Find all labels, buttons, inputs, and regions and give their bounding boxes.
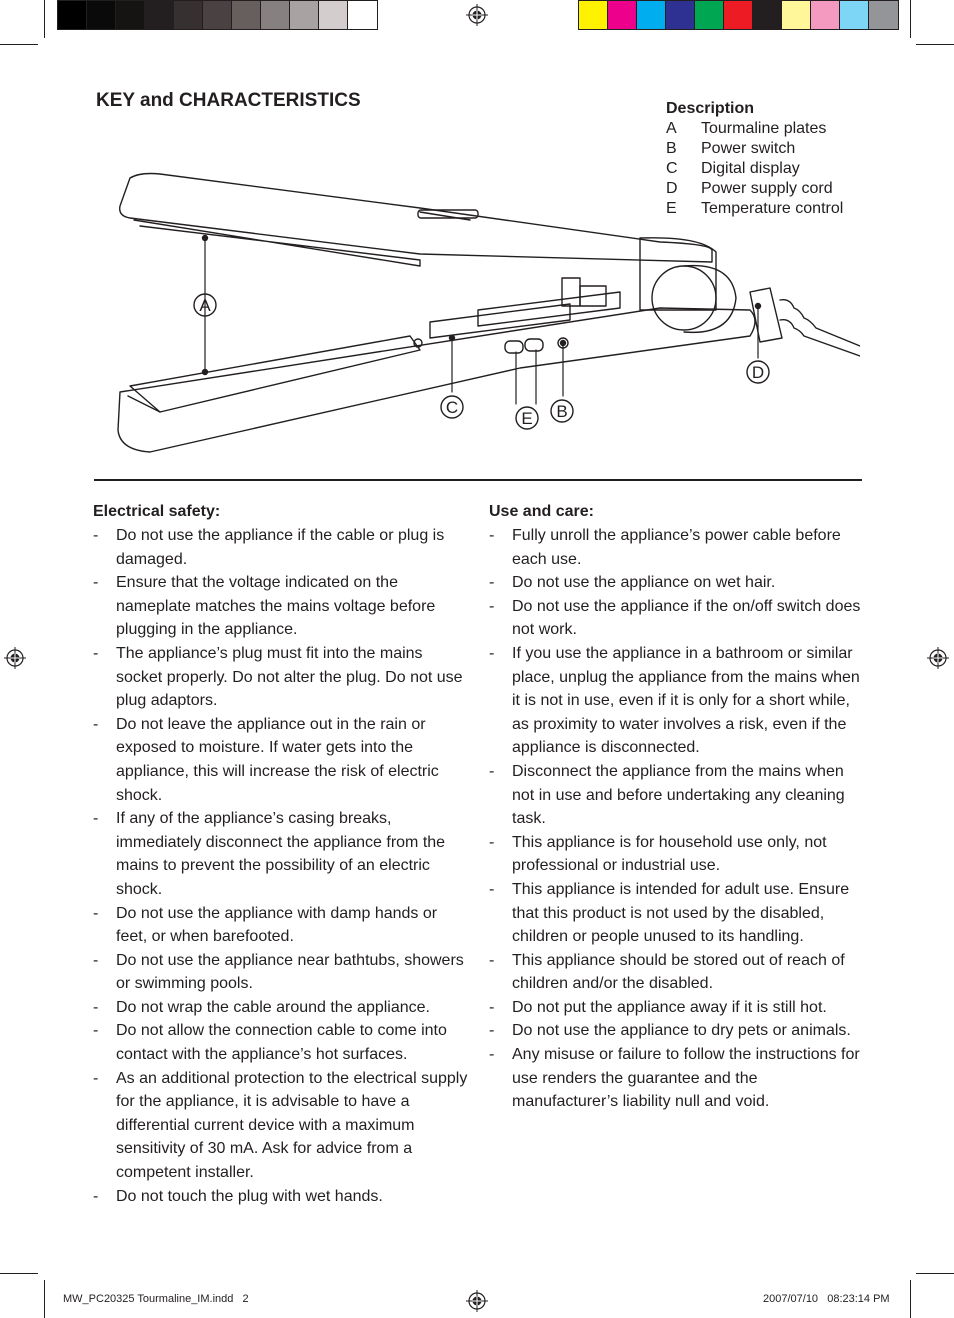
- color-swatch: [724, 1, 753, 29]
- list-item: - Disconnect the appliance from the mains when not in use and before undertaking any cleaning task.: [489, 760, 865, 831]
- color-swatch: [87, 1, 116, 29]
- callout-b-label: B: [556, 402, 568, 421]
- list-item: - This appliance should be stored out of reach of children and/or the disabled.: [489, 949, 865, 996]
- list-item: - Any misuse or failure to follow the instructions for use renders the guarantee and the manufacturer’s liability null and void.: [489, 1043, 865, 1114]
- color-swatch: [811, 1, 840, 29]
- callout-e-label: E: [521, 409, 533, 428]
- lower-arm: [118, 308, 755, 452]
- crop-mark: [916, 44, 954, 45]
- upper-plate: [134, 220, 420, 266]
- bullet-list: [93, 524, 469, 1208]
- crop-mark: [910, 1280, 911, 1318]
- registration-mark-icon: [466, 4, 488, 26]
- legend-letter: D: [666, 180, 678, 197]
- color-swatch: [666, 1, 695, 29]
- list-item: - Do not use the appliance near bathtubs, showers or swimming pools.: [93, 949, 469, 996]
- registration-mark-icon: [466, 1290, 488, 1312]
- color-swatch: [608, 1, 637, 29]
- callout-c-label: C: [445, 398, 459, 417]
- legend-letter: E: [666, 200, 677, 217]
- color-swatch: [116, 1, 145, 29]
- list-item: - Do not use the appliance if the on/off switch does not work.: [489, 595, 865, 642]
- legend-letter: A: [666, 120, 677, 137]
- crop-mark: [44, 0, 45, 38]
- section-divider: [94, 479, 862, 481]
- section-heading: Electrical safety:: [93, 503, 221, 520]
- color-swatch: [579, 1, 608, 29]
- color-swatch: [174, 1, 203, 29]
- list-item: - If you use the appliance in a bathroom or similar place, unplug the appliance from the mains when it is not in use, even if it is only for a short while, as proximity to water involves a risk, even if the appliance is disconnected.: [489, 642, 865, 760]
- callout-a-label: A: [199, 296, 211, 315]
- color-swatch: [319, 1, 348, 29]
- upper-arm: [120, 174, 712, 263]
- footer-timestamp: 2007/07/10 08:23:14 PM: [763, 1293, 890, 1305]
- grayscale-color-bar: [57, 0, 378, 30]
- page-title: KEY and CHARACTERISTICS: [96, 90, 361, 111]
- color-swatch: [290, 1, 319, 29]
- list-item: - As an additional protection to the electrical supply for the appliance, it is advisable to have a differential current device with a maximum sensitivity of 30 mA. Ask for advice from a competent installer.: [93, 1067, 469, 1185]
- color-swatch: [840, 1, 869, 29]
- list-item: - Do not use the appliance if the cable or plug is damaged.: [93, 524, 469, 571]
- power-cord: [750, 288, 782, 342]
- list-item: - Do not use the appliance with damp hands or feet, or when barefooted.: [93, 902, 469, 949]
- registration-mark-icon: [4, 647, 26, 669]
- use-and-care-section: [489, 501, 865, 1114]
- list-item: - Do not put the appliance away if it is still hot.: [489, 996, 865, 1020]
- bullet-list: [489, 524, 865, 1114]
- list-item: - If any of the appliance’s casing breaks, immediately disconnect the appliance from the mains to prevent the possibility of an electric shock.: [93, 807, 469, 901]
- legend-label: Power switch: [701, 140, 796, 157]
- list-item: - Do not allow the connection cable to come into contact with the appliance’s hot surfaces.: [93, 1019, 469, 1066]
- list-item: - Do not leave the appliance out in the rain or exposed to moisture. If water gets into the appliance, this will increase the risk of electric shock.: [93, 713, 469, 807]
- crop-mark: [44, 1280, 45, 1318]
- crop-mark: [0, 1273, 38, 1274]
- electrical-safety-section: [93, 501, 469, 1208]
- color-swatch: [232, 1, 261, 29]
- legend-item: [666, 119, 843, 139]
- crop-mark: [0, 44, 38, 45]
- list-item: - Do not use the appliance on wet hair.: [489, 571, 865, 595]
- color-swatch: [58, 1, 87, 29]
- list-item: - This appliance is intended for adult use. Ensure that this product is not used by the disabled, children or people unused to its handling.: [489, 878, 865, 949]
- color-swatch: [782, 1, 811, 29]
- list-item: - Do not use the appliance to dry pets or animals.: [489, 1019, 865, 1043]
- list-item: - The appliance’s plug must fit into the mains socket properly. Do not alter the plug. Do not use plug adaptors.: [93, 642, 469, 713]
- section-heading: Use and care:: [489, 503, 594, 520]
- color-swatch: [261, 1, 290, 29]
- process-color-bar: [578, 0, 899, 30]
- legend-label: Power supply cord: [701, 180, 833, 197]
- crop-mark: [910, 0, 911, 38]
- color-swatch: [637, 1, 666, 29]
- list-item: - This appliance is for household use only, not professional or industrial use.: [489, 831, 865, 878]
- registration-mark-icon: [927, 647, 949, 669]
- legend-label: Tourmaline plates: [701, 120, 827, 137]
- hinge-circle: [652, 266, 716, 330]
- color-swatch: [145, 1, 174, 29]
- color-swatch: [869, 1, 898, 29]
- legend-label: Digital display: [701, 160, 800, 177]
- crop-mark: [916, 1273, 954, 1274]
- legend-item: [666, 139, 843, 159]
- color-swatch: [348, 1, 377, 29]
- legend-label: Temperature control: [701, 200, 844, 217]
- legend-letter: B: [666, 140, 677, 157]
- callout-d-label: D: [751, 363, 765, 382]
- list-item: - Do not touch the plug with wet hands.: [93, 1185, 469, 1209]
- list-item: - Ensure that the voltage indicated on the nameplate matches the mains voltage before plugging in the appliance.: [93, 571, 469, 642]
- list-item: - Do not wrap the cable around the appliance.: [93, 996, 469, 1020]
- color-swatch: [753, 1, 782, 29]
- list-item: - Fully unroll the appliance’s power cable before each use.: [489, 524, 865, 571]
- footer-file-name: MW_PC20325 Tourmaline_IM.indd 2: [63, 1293, 249, 1305]
- hair-straightener-illustration: [100, 160, 860, 470]
- color-swatch: [203, 1, 232, 29]
- color-swatch: [695, 1, 724, 29]
- description-heading: Description: [666, 100, 755, 117]
- legend-letter: C: [666, 160, 678, 177]
